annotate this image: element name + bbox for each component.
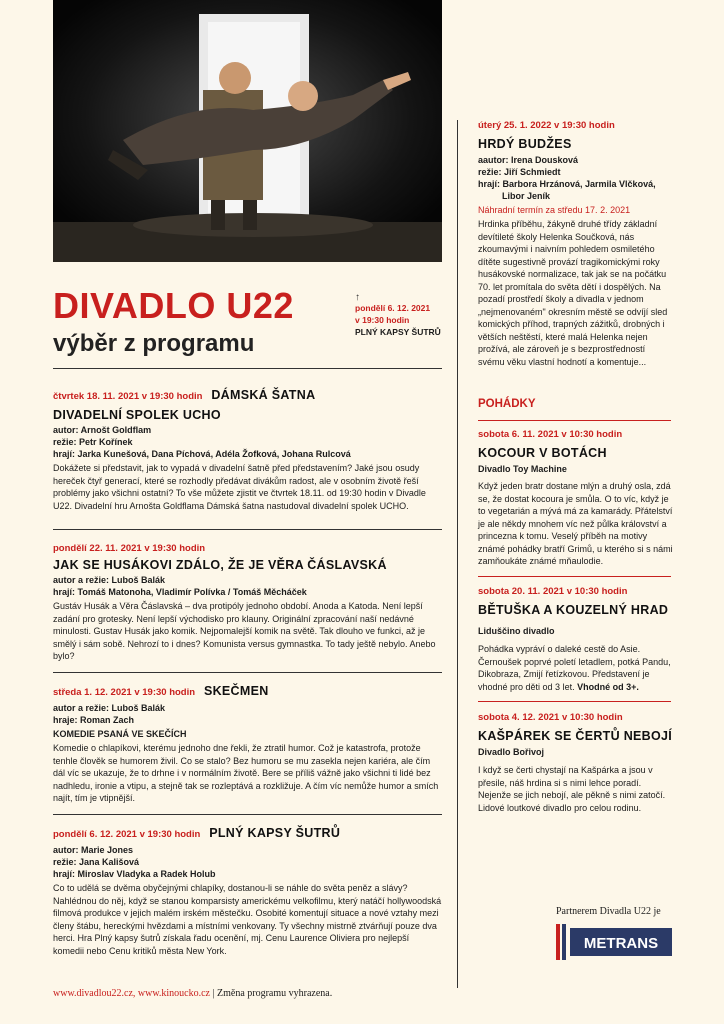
section-heading: POHÁDKY: [478, 398, 536, 410]
footer-note: | Změna programu vyhrazena.: [210, 988, 333, 999]
event-date: čtvrtek 18. 11. 2021 v 19:30 hodin: [53, 391, 203, 402]
event-1: [53, 386, 442, 512]
event-description: Komedie o chlapíkovi, kterému jednoho dne řekli, že ztratil humor. Což je katastrofa, protože tenhle člověk se humorem živil. Co se stalo? Bez humoru se mu zasekla nejen kariéra, ale čím dál víc se ukazuje, že to drhne i v normálním životě. Bere se příliš vážně jako všichni ti lidé bez nadhledu, ironie a vtipu, a stejně tak se rozleptává a rozkližuje. A čím víc nemůže humor a smích najít, tím je vtipnější.: [53, 743, 439, 803]
event-date: sobota 4. 12. 2021 v 10:30 hodin: [478, 712, 623, 723]
age-note: Vhodné od 3+.: [577, 681, 639, 692]
fairy-tale-2: [478, 586, 673, 693]
event-date: pondělí 6. 12. 2021 v 19:30 hodin: [53, 829, 201, 840]
event-credit: režie: Petr Kořínek: [53, 437, 133, 447]
event-company: Divadlo Bořivoj: [478, 747, 545, 757]
event-title: KAŠPÁREK SE ČERTŮ NEBOJÍ: [478, 729, 673, 743]
event-title: PLNÝ KAPSY ŠUTRŮ: [209, 826, 341, 840]
divider: [478, 576, 671, 577]
highlight-date: pondělí 6. 12. 2021: [355, 303, 431, 313]
divider: [53, 814, 442, 815]
event-description: Dokážete si představit, jak to vypadá v divadelní šatně před představením? Jaké jsou osudy hereček čtyř generací, které se rozhodly předávat divákům radost, ale v osobním životě řeší problémy jako všichni ostatní? To vše můžete zjistit ve čtvrtek 18.11. od 19:30 hodin v Divadle U22. Divadelní hru Arnošta Goldflama Dámská šatna nastudoval divadelní spolek UCHO.: [53, 463, 426, 511]
event-date: pondělí 22. 11. 2021 v 19:30 hodin: [53, 543, 206, 554]
event-credit: hraje: Roman Zach: [53, 715, 135, 725]
event-credit: aautor: Irena Dousková: [478, 155, 579, 165]
event-credit: autor: Marie Jones: [53, 845, 134, 855]
event-description-text: Pohádka vypráví o daleké cestě do Asie. Černoušek poprvé poletí letadlem, potká Pandu, Dikobraza, Zmijí řetízkovou. Představení je vhodné pro děti od 3 let.: [478, 644, 671, 692]
event-title: DÁMSKÁ ŠATNA: [211, 388, 316, 402]
event-credit: autor a režie: Luboš Balák: [53, 703, 166, 713]
metrans-logo: [556, 924, 672, 960]
fairy-tale-1: [478, 429, 673, 568]
fairy-tale-3: [478, 712, 673, 814]
event-credit: autor: Arnošt Goldflam: [53, 425, 152, 435]
event-description: Když jeden bratr dostane mlýn a druhý osla, zdá se, že dostat kocoura je smůla. O to víc, když je to vegetarián a mývá má za kamarády. Přátelství je ale někdy mnohem víc než půlka království a princezna k tomu. Veselý příběh na motivy známé pohádky bratří Grimů, u kterého si s námi zamňoukáte známé mňaulodie.: [478, 481, 673, 566]
event-2: [53, 543, 442, 663]
highlight-box: [355, 294, 441, 338]
event-title: KOCOUR V BOTÁCH: [478, 446, 607, 460]
event-description: Co to udělá se dvěma obyčejnými chlapíky, dostanou-li se náhle do světa peněz a slávy? Nahlédnou do něj, když se stanou komparsisty americkému velkofilmu, který natáčí hollywoodská filmová produkce v jejich malém irském městečku. Osobité komentují situace a nové vztahy mezi členy štábu, hereckými hvězdami a místními venkovany. Ty všechny mistrně ztvárňují pouze dva herci. Hra Plný kapsy šutrů získala řadu ocenění, mj. Cenu Laurence Oliviera pro nejlepší komedii nebo Cenu kritiků města New York.: [53, 883, 442, 956]
arrow-up-icon: ↑: [355, 292, 360, 303]
event-credit: hrají: Barbora Hrzánová, Jarmila Vlčková,: [478, 179, 656, 189]
event-description: I když se čerti chystají na Kašpárka a jsou v přesile, náš hrdina si s nimi lehce poradí. Nejenže se jich nebojí, ale pěkně s nimi zatočí. Lidové loutkové divadlo pro celou rodinu.: [478, 765, 666, 813]
highlight-time: v 19:30 hodin: [355, 315, 410, 325]
event-credit: Libor Jeník: [502, 191, 551, 201]
highlight-title: PLNÝ KAPSY ŠUTRŮ: [355, 327, 441, 337]
event-credit: hrají: Jarka Kunešová, Dana Píchová, Adéla Žofková, Johana Rulcová: [53, 449, 351, 459]
event-credit: režie: Jiří Schmiedt: [478, 167, 561, 177]
event-title: JAK SE HUSÁKOVI ZDÁLO, ŽE JE VĚRA ČÁSLAVSKÁ: [53, 558, 387, 572]
footer-links[interactable]: www.divadlou22.cz, www.kinoucko.cz: [53, 988, 210, 999]
page-title: DIVADLO U22: [53, 285, 294, 326]
page-subtitle: výběr z programu: [53, 330, 255, 357]
event-date: středa 1. 12. 2021 v 19:30 hodin: [53, 687, 196, 698]
divider: [478, 420, 671, 421]
event-title: SKEČMEN: [203, 684, 269, 698]
event-description: Hrdinka příběhu, žákyně druhé třídy základní devítileté školy Helenka Součková, nás zkoumavými i naivním pohledem osmiletého dítěte sugestivně provází tragikomickými roky husákovské normalizace, tak jak se na počátku 70. let promítala do světa dětí i dospělých. Na pozadí prostředí školy a divadla v jednom „nejmenovaném" okresním městě se odvíjí sled komických příhod, trapných zážitků, drobných i větších neštěstí, které malá Helenka nejen prožívá, ale zároveň je s bezprostředností svému věku vlastní hodnotí a komentuje...: [478, 219, 668, 367]
divider: [478, 701, 671, 702]
event-credit: autor a režie: Luboš Balák: [53, 575, 166, 585]
hero-photo: [53, 0, 442, 262]
event-title: HRDÝ BUDŽES: [478, 137, 572, 151]
event-description: [478, 643, 673, 693]
event-subtitle: DIVADELNÍ SPOLEK UCHO: [53, 408, 221, 422]
partner-text: Partnerem Divadla U22 je: [556, 906, 661, 917]
event-title: BĚTUŠKA A KOUZELNÝ HRAD: [478, 603, 669, 617]
event-date: úterý 25. 1. 2022 v 19:30 hodin: [478, 120, 615, 131]
footer: [53, 988, 332, 999]
event-4: [53, 824, 442, 957]
event-date: sobota 6. 11. 2021 v 10:30 hodin: [478, 429, 623, 440]
column-divider: [457, 120, 458, 988]
event-credit: hrají: Miroslav Vladyka a Radek Holub: [53, 869, 216, 879]
event-credit: hrají: Tomáš Matonoha, Vladimír Polívka / Tomáš Měcháček: [53, 587, 307, 597]
event-genre: KOMEDIE PSANÁ VE SKEČÍCH: [53, 729, 187, 739]
divider: [53, 368, 442, 369]
event-description: Gustáv Husák a Věra Čáslavská – dva protipóly jednoho období. Anoda a Katoda. Není lepší zadání pro grotesky. Není lepší východisko pro klauny. Originální zpracování naší nedávné minulosti. Gustav Husák jako komik. Nejpomalejší komik na světě. Tak dlouho ve funkci, až je smělý i sám sobě. Nehrozí to i dnes? Komunista versus gymnastka. To tady ještě nebylo. Anebo bylo?: [53, 601, 436, 661]
event-date: sobota 20. 11. 2021 v 10:30 hodin: [478, 586, 628, 597]
event-credit: režie: Jana Kališová: [53, 857, 140, 867]
divider: [53, 672, 442, 673]
event-right: [478, 120, 673, 368]
event-company: Divadlo Toy Machine: [478, 464, 567, 474]
divider: [53, 529, 442, 530]
event-company: Liduščino divadlo: [478, 626, 555, 636]
event-note: Náhradní termín za středu 17. 2. 2021: [478, 205, 631, 215]
logo-text: METRANS: [583, 935, 659, 952]
event-3: [53, 682, 442, 805]
